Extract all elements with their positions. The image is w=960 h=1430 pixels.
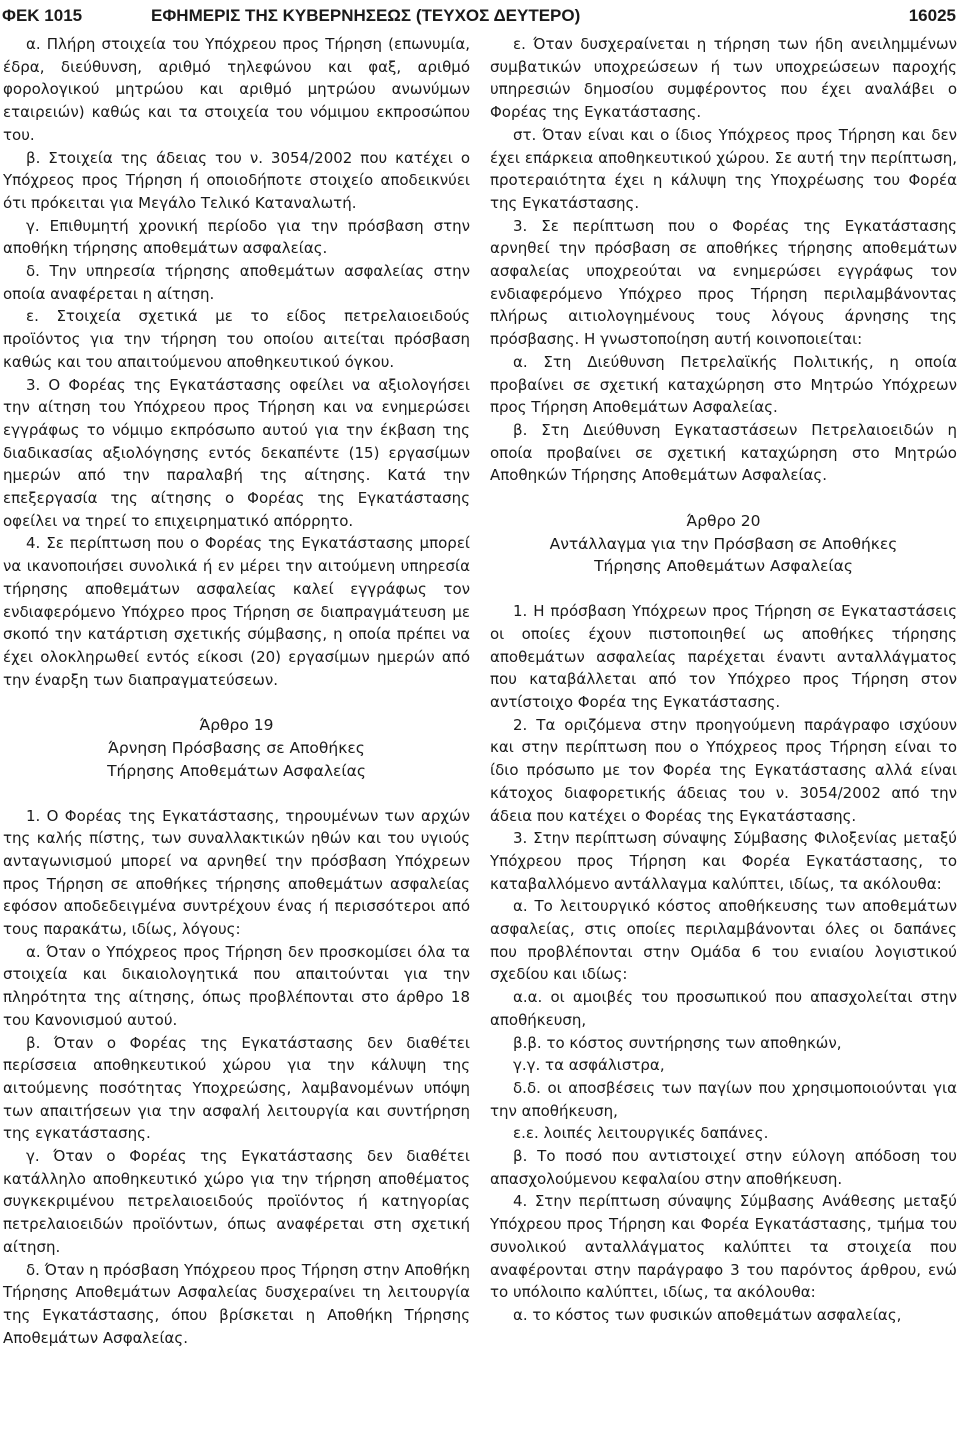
paragraph: α. Πλήρη στοιχεία του Υπόχρεου προς Τήρηση (επωνυμία, έδρα, διεύθυνση, αριθμό τηλεφώνου και φαξ, αριθμό φορολογικού μητρώου και αριθμό μητρώου ανωνύμων εταιρειών) καθώς και τα στοιχεία του νόμιμου εκπροσώπου του. — [3, 35, 470, 144]
paragraph: στ. Όταν είναι και ο ίδιος Υπόχρεος προς Τήρηση και δεν έχει επάρκεια αποθηκευτικού χώρου. Σε αυτή την περίπτωση, προτεραιότητα έχει η κάλυψη της Υποχρέωσης του Φορέα της Εγκατάστασης. — [490, 125, 957, 212]
article-title: Τήρησης Αποθεμάτων Ασφαλείας — [107, 761, 366, 780]
page-number: 16025 — [908, 6, 956, 25]
article-title: Τήρησης Αποθεμάτων Ασφαλείας — [594, 557, 853, 576]
paragraph: α. Το λειτουργικό κόστος αποθήκευσης των αποθεμάτων ασφαλείας, στις οποίες περιλαμβάνονται όλες οι δαπάνες που προβλέπονται στην Ομάδα 6 του ενιαίου λογιστικού σχεδίου και ιδίως: — [490, 897, 957, 984]
gazette-issue: ΦΕΚ 1015 — [2, 6, 83, 25]
paragraph: ε.ε. λοιπές λειτουργικές δαπάνες. — [513, 1124, 769, 1143]
paragraph: ε. Στοιχεία σχετικά με το είδος πετρελαιοειδούς προϊόντος για την τήρηση του οποίου αιτείται πρόσβαση καθώς και του απαιτούμενου αποθηκευτικού όγκου. — [3, 307, 470, 371]
paragraph: 3. Σε περίπτωση που ο Φορέας της Εγκατάστασης αρνηθεί την πρόσβαση σε αποθήκες τήρησης αποθεμάτων ασφαλείας υποχρεούται να ενημερώσει εγγράφως τον ενδιαφερόμενο Υπόχρεο προς Τήρηση περιλαμβάνοντας πλήρως αιτιολογημένους τους λόγους άρνησης της πρόσβασης. Η γνωστοποίηση αυτή κοινοποιείται: — [490, 216, 957, 349]
paragraph: 4. Στην περίπτωση σύναψης Σύμβασης Ανάθεσης μεταξύ Υπόχρεου προς Τήρηση και Φορέα Εγκατάστασης, τμήμα του συνολικού ανταλλάγματος καλύπτει τα στοιχεία που αναφέρονται στην παράγραφο 3 του παρόντος άρθρου, ενώ το υπόλοιπο καλύπτει, ιδίως, τα ακόλουθα: — [490, 1192, 957, 1302]
paragraph: γ. Επιθυμητή χρονική περίοδο για την πρόσβαση στην αποθήκη τήρησης αποθεμάτων ασφαλείας. — [3, 216, 470, 258]
paragraph: β.β. το κόστος συντήρησης των αποθηκών, — [513, 1033, 842, 1052]
article-title: Άρνηση Πρόσβασης σε Αποθήκες — [108, 739, 365, 758]
paragraph: α. το κόστος των φυσικών αποθεμάτων ασφαλείας, — [513, 1305, 902, 1324]
paragraph: β. Στη Διεύθυνση Εγκαταστάσεων Πετρελαιοειδών η οποία προβαίνει σε σχετική καταχώρηση στο Μητρώο Αποθηκών Τήρησης Αποθεμάτων Ασφαλείας. — [490, 420, 957, 485]
paragraph: α. Στη Διεύθυνση Πετρελαϊκής Πολιτικής, η οποία προβαίνει σε σχετική καταχώρηση στο Μητρώο Υπόχρεων προς Τήρηση Αποθεμάτων Ασφαλείας. — [490, 352, 957, 417]
paragraph: δ. Όταν η πρόσβαση Υπόχρεου προς Τήρηση στην Αποθήκη Τήρησης Αποθεμάτων Ασφαλείας δυσχεραίνει τη λειτουργία της Εγκατάστασης, όπου βρίσκεται η Αποθήκη Τήρησης Αποθεμάτων Ασφαλείας. — [3, 1260, 470, 1347]
article-number: Άρθρο 20 — [686, 512, 761, 531]
right-column — [490, 33, 957, 1327]
paragraph: 1. Η πρόσβαση Υπόχρεων προς Τήρηση σε Εγκαταστάσεις οι οποίες έχουν πιστοποιηθεί ως αποθήκες τήρησης αποθεμάτων ασφαλείας παρέχεται έναντι ανταλλάγματος που καταβάλλεται από τον Υπόχρεο προς Τήρηση στον αντίστοιχο Φορέα της Εγκατάστασης. — [490, 602, 957, 711]
paragraph: γ.γ. τα ασφάλιστρα, — [513, 1056, 665, 1075]
paragraph: β. Όταν ο Φορέας της Εγκατάστασης δεν διαθέτει περίσσεια αποθηκευτικού χώρου για την κάλυψη της αιτούμενης ποσότητας Υποχρεώσης, λαμβανομένων υπόψη των απαιτήσεων για την ασφαλή λειτουργία και συντήρηση της εγκατάστασης. — [3, 1033, 470, 1143]
paragraph: 3. Στην περίπτωση σύναψης Σύμβασης Φιλοξενίας μεταξύ Υπόχρεου προς Τήρηση και Φορέα Εγκατάστασης, το καταβαλλόμενο αντάλλαγμα καλύπτει, ιδίως, τα ακόλουθα: — [490, 829, 957, 893]
article-heading — [3, 714, 470, 782]
gazette-title: ΕΦΗΜΕΡΙΣ ΤΗΣ ΚΥΒΕΡΝΗΣΕΩΣ (ΤΕΥΧΟΣ ΔΕΥΤΕΡΟ) — [151, 6, 581, 25]
paragraph: ε. Όταν δυσχεραίνεται η τήρηση των ήδη ανειλημμένων συμβατικών υποχρεώσεων ή των υποχρεώσεων παροχής υπηρεσιών δημοσίου συμφέροντος που έχει αναλάβει ο Φορέας της Εγκατάστασης. — [490, 35, 957, 122]
paragraph: δ. Την υπηρεσία τήρησης αποθεμάτων ασφαλείας στην οποία αναφέρεται η αίτηση. — [3, 262, 470, 303]
article-title: Αντάλλαγμα για την Πρόσβαση σε Αποθήκες — [549, 534, 898, 553]
paragraph: α.α. οι αμοιβές του προσωπικού που απασχολείται στην αποθήκευση, — [490, 988, 957, 1029]
paragraph: δ.δ. οι αποσβέσεις των παγίων που χρησιμοποιούνται για την αποθήκευση, — [490, 1078, 957, 1120]
left-column — [3, 33, 470, 1349]
paragraph: 2. Τα οριζόμενα στην προηγούμενη παράγραφο ισχύουν και στην περίπτωση που ο Υπόχρεος προς Τήρηση είναι το ίδιο πρόσωπο με τον Φορέα της Εγκατάστασης αλλά είναι κάτοχος διαφορετικής άδειας του ν. 3054/2002 από την άδεια που κατέχει ο Φορέας της Εγκατάστασης. — [490, 715, 957, 825]
paragraph: β. Στοιχεία της άδειας του ν. 3054/2002 που κατέχει ο Υπόχρεος προς Τήρηση ή οποιοδήποτε στοιχείο αποδεικνύει ότι πρόκειται για Μεγάλο Τελικό Καταναλωτή. — [3, 148, 470, 212]
paragraph: 4. Σε περίπτωση που ο Φορέας της Εγκατάστασης μπορεί να ικανοποιήσει συνολικά ή εν μέρει την αιτούμενη υπηρεσία τήρησης αποθεμάτων ασφαλείας καλεί εγγράφως τον ενδιαφερόμενο Υπόχρεο προς Τήρηση σε διαπραγμάτευση με σκοπό την κατάρτιση σχετικής σύμβασης, η οποία πρέπει να έχει ολοκληρωθεί εντός είκοσι (20) εργασίμων ημερών από την έναρξη των διαπραγματεύσεων. — [3, 534, 470, 689]
paragraph: 3. Ο Φορέας της Εγκατάστασης οφείλει να αξιολογήσει την αίτηση του Υπόχρεου προς Τήρηση και να ενημερώσει εγγράφως το νόμιμο εκπρόσωπο αυτού για την έκβαση της διαδικασίας αξιολόγησης εντός δεκαπέντε (15) εργασίμων ημερών από την παραλαβή της αίτησης. Κατά την επεξεργασία της αίτησης ο Φορέας της Εγκατάστασης οφείλει να τηρεί το επιχειρηματικό απόρρητο. — [3, 375, 470, 530]
paragraph: α. Όταν ο Υπόχρεος προς Τήρηση δεν προσκομίσει όλα τα στοιχεία και δικαιολογητικά που απαιτούνται για την πληρότητα της αίτησης, όπως προβλέπονται στο άρθρο 18 του Κανονισμού αυτού. — [3, 942, 470, 1029]
paragraph: β. Το ποσό που αντιστοιχεί στην εύλογη απόδοση του απασχολούμενου κεφαλαίου στην αποθήκευση. — [490, 1147, 957, 1188]
paragraph: 1. Ο Φορέας της Εγκατάστασης, τηρουμένων των αρχών της καλής πίστης, των συναλλακτικών ηθών και του υγιούς ανταγωνισμού μπορεί να αρνηθεί την πρόσβαση Υπόχρεων προς Τήρηση σε αποθήκες τήρησης αποθεμάτων ασφαλείας εφόσον αποδεδειγμένα συντρέχουν ένας ή περισσότεροι από τους παρακάτω, ιδίως, λόγους: — [3, 806, 470, 939]
paragraph: γ. Όταν ο Φορέας της Εγκατάστασης δεν διαθέτει κατάλληλο αποθηκευτικό χώρο για την τήρηση αποθέματος συγκεκριμένου πετρελαιοειδούς προϊόντος ή κατηγορίας πετρελαιοειδών προϊόντων, όπως αναφέρεται στη σχετική αίτηση. — [3, 1147, 470, 1256]
article-heading — [490, 510, 957, 578]
article-number: Άρθρο 19 — [199, 716, 274, 735]
